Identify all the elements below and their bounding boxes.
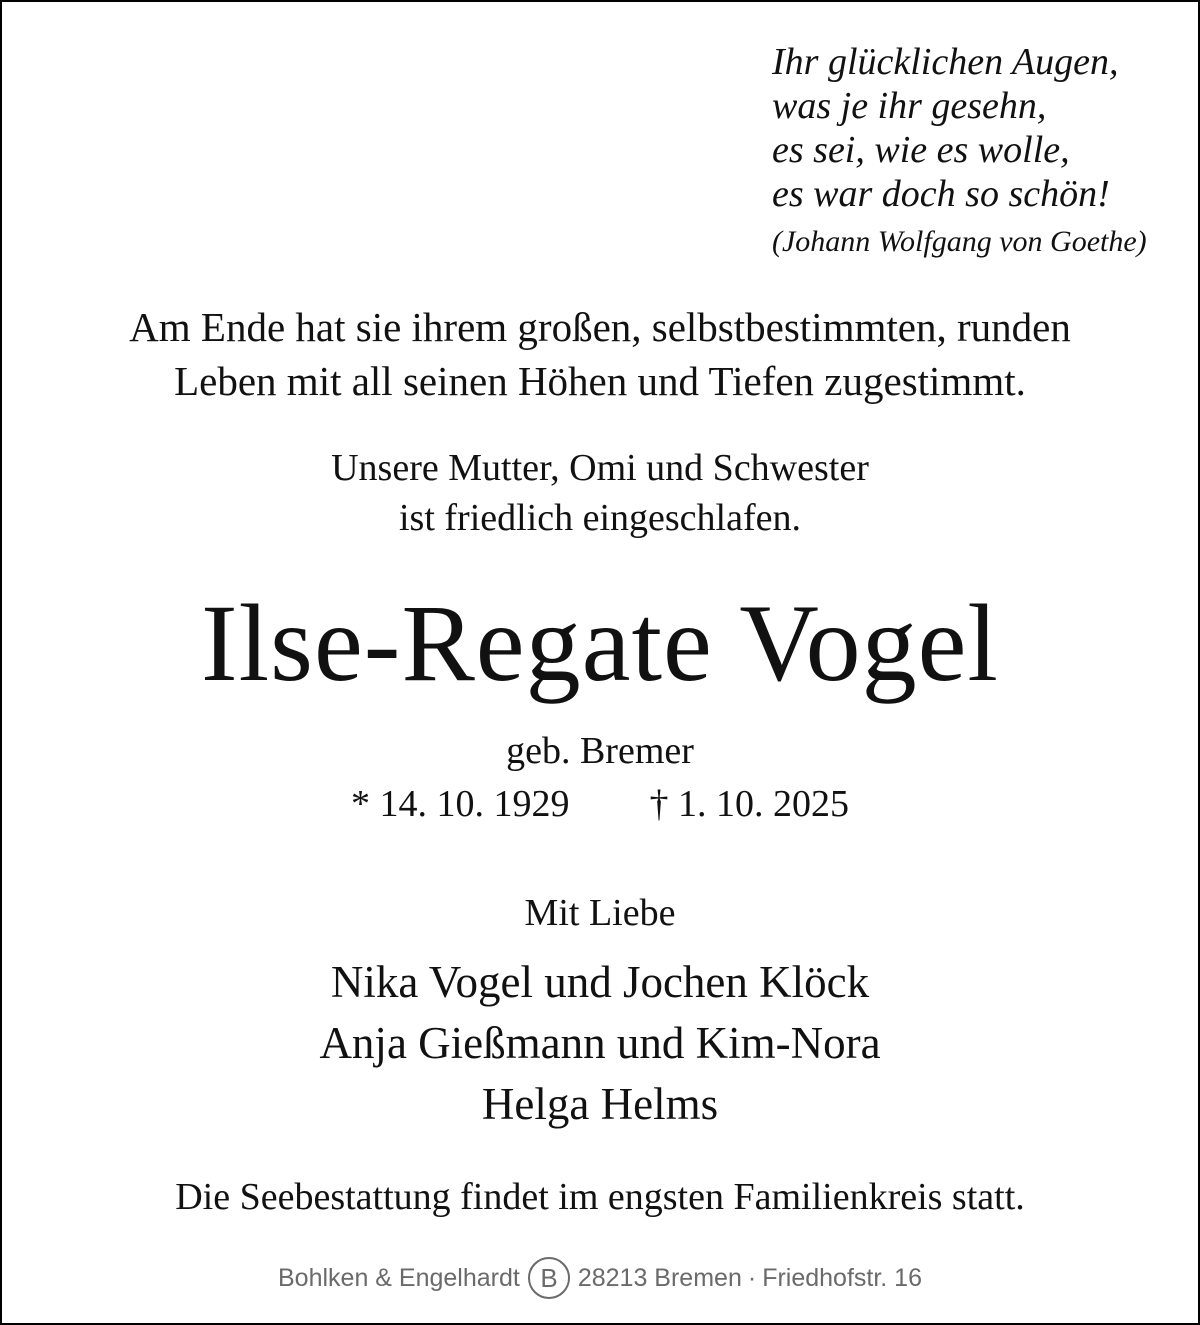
life-dates	[0, 780, 1200, 828]
goethe-quote	[772, 40, 1172, 262]
funeral-home-footer	[0, 1253, 1200, 1303]
quote-line-1: Ihr glücklichen Augen,	[772, 41, 1119, 83]
funeral-home-street: Friedhofstr. 16	[762, 1263, 922, 1292]
death-notice-text	[0, 443, 1200, 543]
quote-author: (Johann Wolfgang von Goethe)	[772, 225, 1147, 258]
notice-line-2: ist friedlich eingeschlafen.	[398, 497, 801, 539]
mourners-intro: Mit Liebe	[524, 892, 676, 934]
notice-line-1: Unsere Mutter, Omi und Schwester	[331, 447, 869, 489]
funeral-home-logo-icon	[526, 1255, 572, 1301]
ceremony-info: Die Seebestattung findet im engsten Familienkreis statt.	[175, 1176, 1025, 1218]
quote-line-3: es sei, wie es wolle,	[772, 129, 1070, 171]
mourners-list	[0, 952, 1200, 1135]
mourner-2: Anja Gießmann und Kim-Nora	[319, 1018, 881, 1068]
birth-name: geb. Bremer	[506, 730, 694, 772]
funeral-home-name: Bohlken & Engelhardt	[278, 1263, 520, 1292]
quote-line-2: was je ihr gesehn,	[772, 85, 1047, 127]
death-date: † 1. 10. 2025	[649, 783, 849, 825]
intro-line-1: Am Ende hat sie ihrem großen, selbstbestimmten, runden	[129, 304, 1071, 350]
mourner-3: Helga Helms	[481, 1079, 719, 1129]
funeral-home-postal: 28213 Bremen	[577, 1263, 742, 1292]
intro-text	[0, 300, 1200, 408]
footer-separator: ·	[747, 1263, 757, 1292]
birth-date: * 14. 10. 1929	[351, 783, 570, 825]
intro-line-2: Leben mit all seinen Höhen und Tiefen zugestimmt.	[174, 358, 1026, 404]
quote-line-4: es war doch so schön!	[772, 173, 1110, 215]
mourner-1: Nika Vogel und Jochen Klöck	[330, 957, 870, 1007]
deceased-name: Ilse-Regate Vogel	[200, 582, 999, 704]
logo-letter: B	[540, 1263, 558, 1293]
